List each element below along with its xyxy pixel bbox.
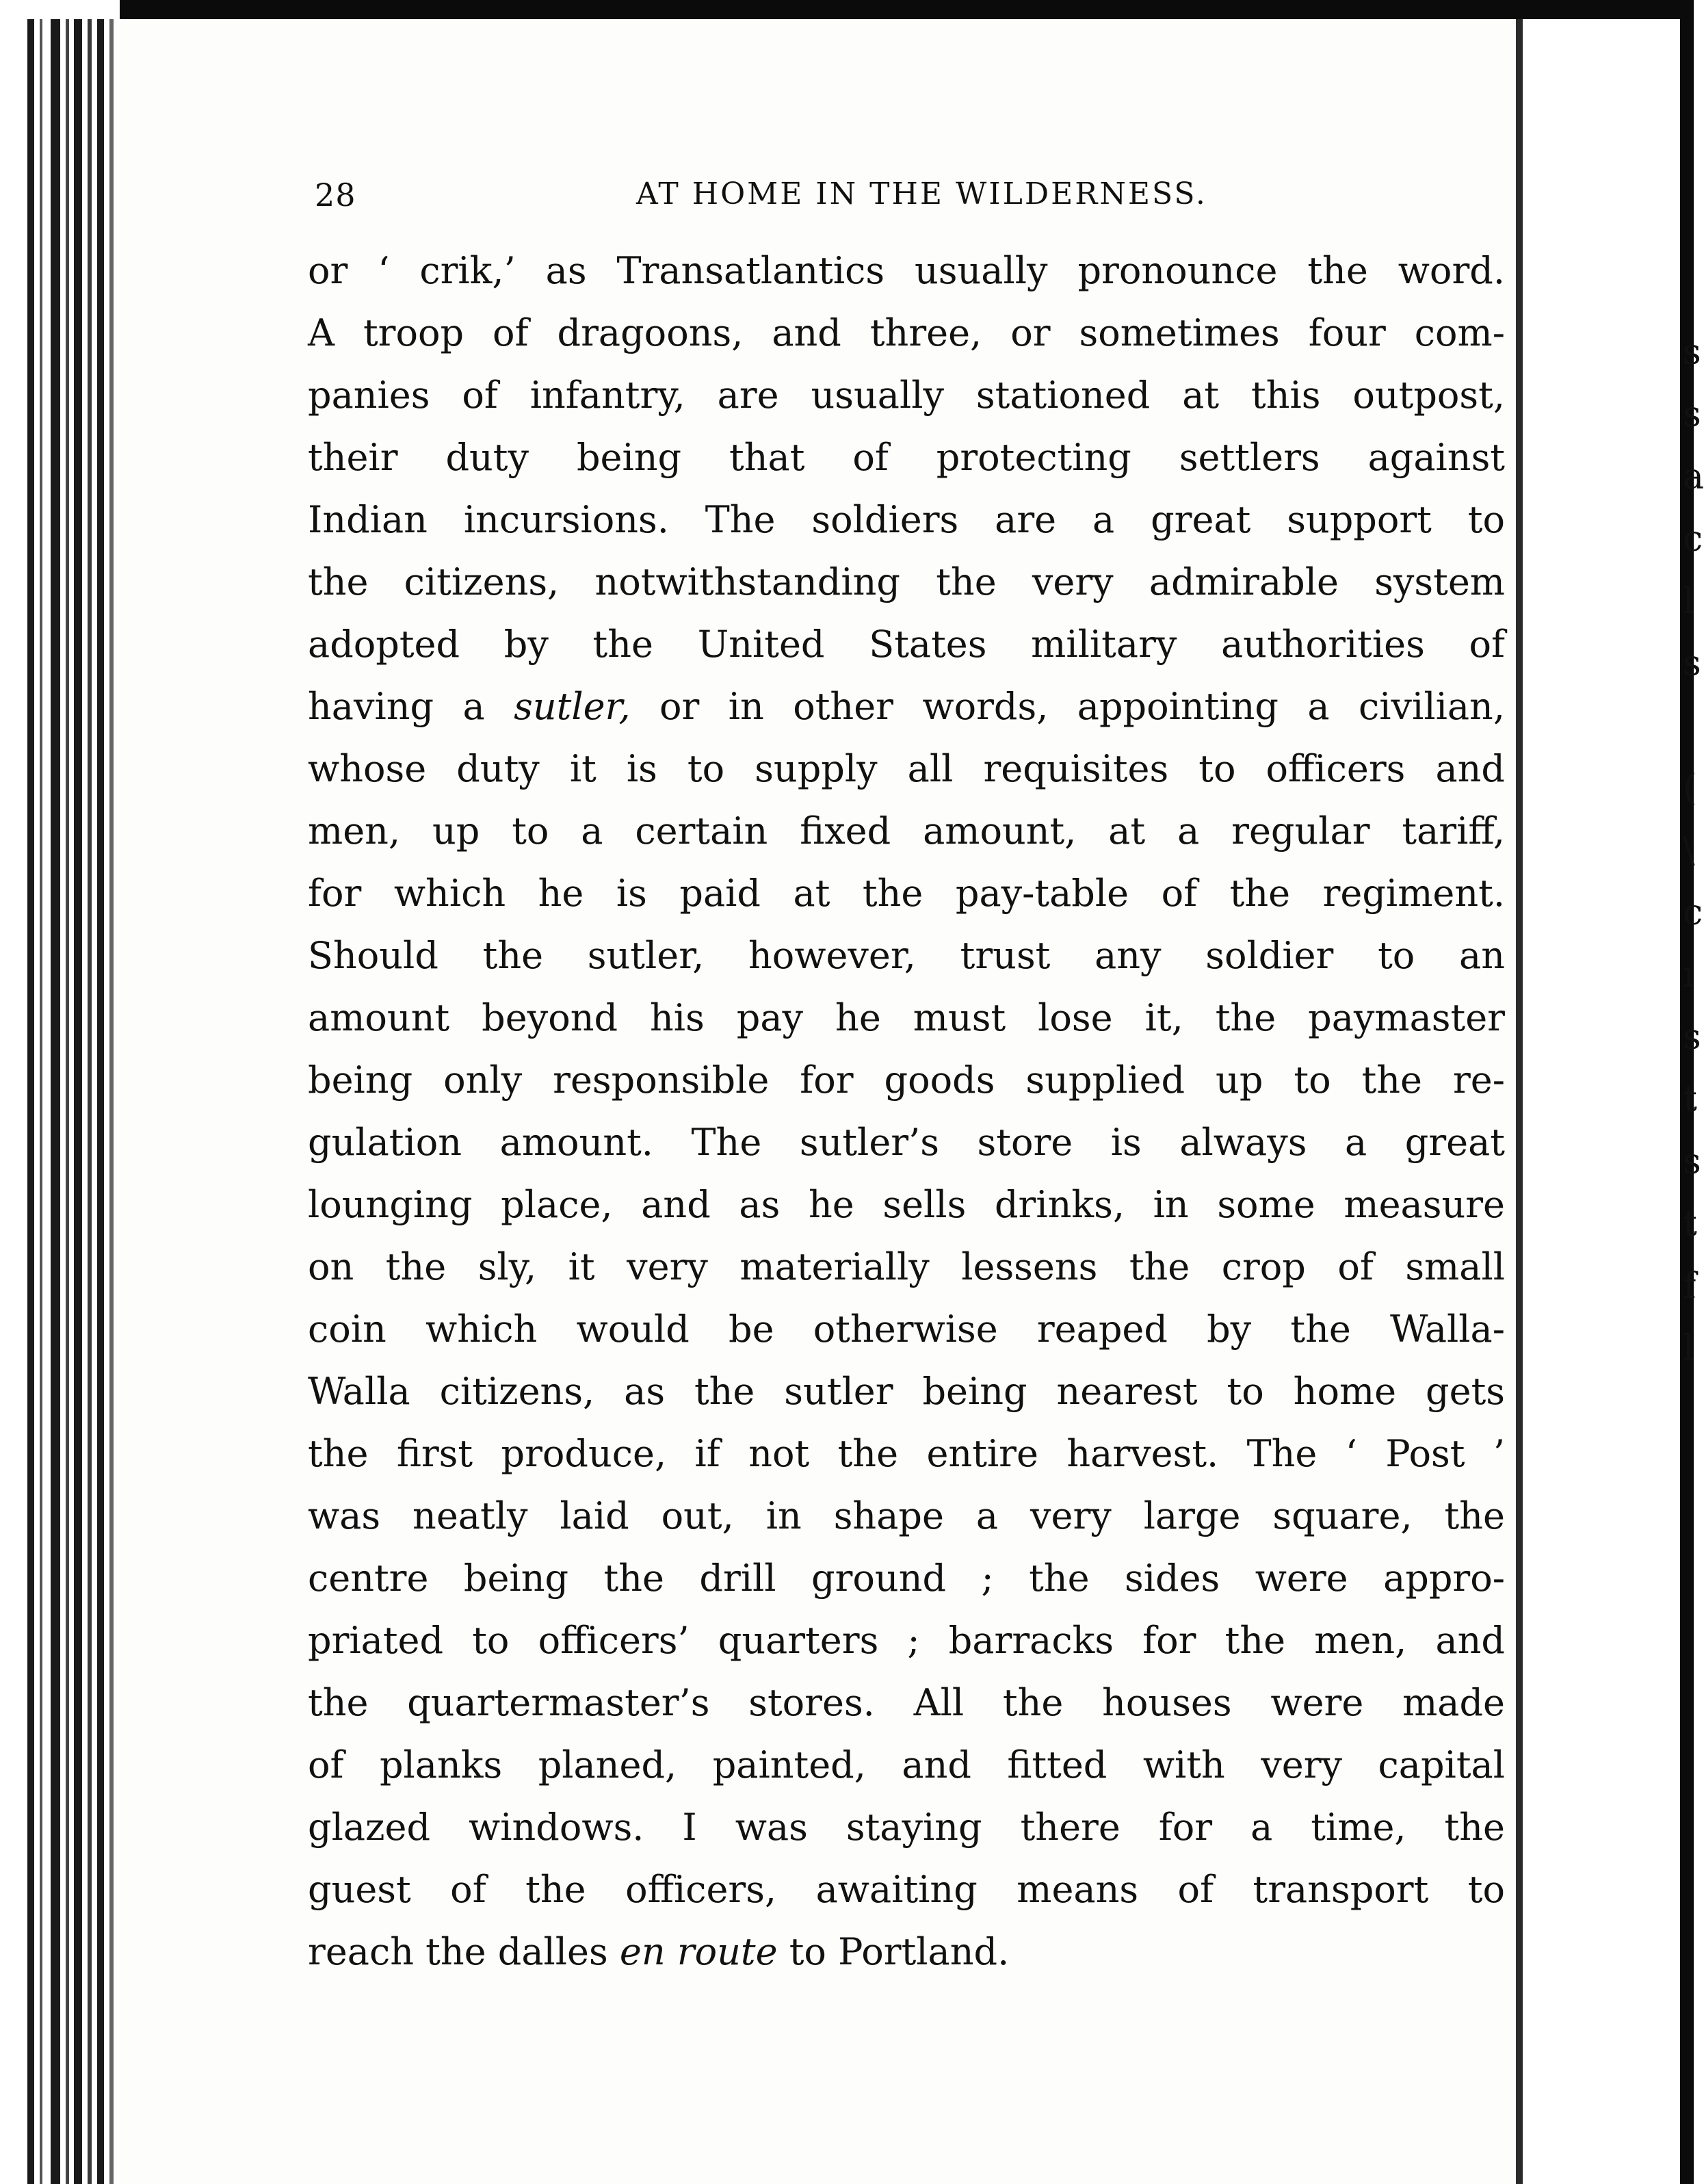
- text-line: [308, 426, 1505, 489]
- line-text: for which he is paid at the pay-table of the regiment.: [308, 872, 1505, 915]
- line-text: was neatly laid out, in shape a very large square, the: [308, 1494, 1505, 1537]
- text-line: [308, 1734, 1505, 1796]
- text-line: [308, 675, 1505, 738]
- line-text: glazed windows. I was staying there for a time, the: [308, 1806, 1505, 1849]
- line-text: the citizens, notwithstanding the very admirable system: [308, 560, 1505, 603]
- line-text: coin which would be otherwise reaped by the Walla-: [308, 1308, 1505, 1351]
- next-page-cropped-text: s s a c l s ( \ c ı s t s t f l: [1683, 332, 1704, 1369]
- line-text: on the sly, it very materially lessens the crop of small: [308, 1245, 1505, 1288]
- text-line: [308, 924, 1505, 987]
- text-line: [308, 1672, 1505, 1734]
- line-text-before: reach the dalles: [308, 1930, 620, 1973]
- page-edge-line: [88, 19, 92, 2184]
- line-text: or ‘ crik,’ as Transatlantics usually pronounce the word.: [308, 249, 1505, 292]
- text-line: [308, 239, 1505, 302]
- italic-term: en route: [619, 1930, 778, 1973]
- page-number: 28: [315, 177, 356, 213]
- line-text: the quartermaster’s stores. All the houses were made: [308, 1681, 1505, 1724]
- body-text: [308, 239, 1505, 1983]
- text-line: [308, 489, 1505, 551]
- text-line: [308, 1049, 1505, 1111]
- text-line: [308, 1609, 1505, 1672]
- text-line: [308, 1921, 1505, 1983]
- text-line: [308, 1111, 1505, 1173]
- text-line: [308, 1360, 1505, 1422]
- line-text: A troop of dragoons, and three, or sometimes four com-: [308, 311, 1505, 354]
- line-text: adopted by the United States military authorities of: [308, 623, 1505, 666]
- page-edge-line: [74, 19, 82, 2184]
- scan-top-border: [0, 0, 1694, 19]
- page-edge-line: [51, 19, 60, 2184]
- line-text: the first produce, if not the entire harvest. The ‘ Post ’: [308, 1432, 1505, 1475]
- text-line: [308, 302, 1505, 364]
- text-line: [308, 551, 1505, 613]
- text-line: [308, 987, 1505, 1049]
- page-edge-line: [27, 19, 34, 2184]
- line-text: Walla citizens, as the sutler being nearest to home gets: [308, 1370, 1505, 1413]
- text-line: [308, 1485, 1505, 1547]
- running-head: [315, 156, 1498, 218]
- page-edge-line: [97, 19, 104, 2184]
- line-text: lounging place, and as he sells drinks, in some measure: [308, 1183, 1505, 1226]
- text-line: [308, 1298, 1505, 1360]
- line-text: men, up to a certain fixed amount, at a regular tariff,: [308, 809, 1505, 853]
- line-text-before: having a: [308, 685, 514, 728]
- text-line: [308, 1796, 1505, 1858]
- text-line: [308, 1547, 1505, 1609]
- text-line: [308, 1236, 1505, 1298]
- line-text: Should the sutler, however, trust any soldier to an: [308, 934, 1505, 977]
- line-text-after: to Portland.: [777, 1930, 1010, 1973]
- line-text: of planks planed, painted, and fitted with very capital: [308, 1743, 1505, 1786]
- line-text: priated to officers’ quarters ; barracks for the men, and: [308, 1619, 1505, 1662]
- text-line: [308, 364, 1505, 426]
- gutter-shadow: [1516, 19, 1523, 2184]
- text-line: [308, 1173, 1505, 1236]
- line-text: centre being the drill ground ; the sides were appro-: [308, 1557, 1505, 1600]
- text-line: [308, 1858, 1505, 1921]
- line-text: being only responsible for goods supplied up to the re-: [308, 1058, 1505, 1102]
- line-text: panies of infantry, are usually stationed at this outpost,: [308, 374, 1505, 417]
- text-line: [308, 800, 1505, 862]
- text-line: [308, 738, 1505, 800]
- next-page-edge: [1516, 0, 1704, 2184]
- page-edge-line: [109, 19, 114, 2184]
- line-text-after: or in other words, appointing a civilian,: [630, 685, 1505, 728]
- page-edge-line: [66, 19, 69, 2184]
- italic-term: sutler,: [514, 685, 631, 728]
- line-text: guest of the officers, awaiting means of transport to: [308, 1868, 1505, 1911]
- line-text: whose duty it is to supply all requisites to officers and: [308, 747, 1505, 790]
- line-text: gulation amount. The sutler’s store is always a great: [308, 1121, 1505, 1164]
- line-text: their duty being that of protecting settlers against: [308, 436, 1505, 479]
- text-line: [308, 1422, 1505, 1485]
- book-page: [120, 19, 1516, 2184]
- running-title: AT HOME IN THE WILDERNESS.: [636, 177, 1207, 211]
- text-line: [308, 613, 1505, 675]
- text-line: [308, 862, 1505, 924]
- line-text: amount beyond his pay he must lose it, the paymaster: [308, 996, 1505, 1039]
- line-text: Indian incursions. The soldiers are a great support to: [308, 498, 1505, 541]
- stacked-page-edges-left: [0, 0, 120, 2184]
- page-edge-line: [40, 19, 42, 2184]
